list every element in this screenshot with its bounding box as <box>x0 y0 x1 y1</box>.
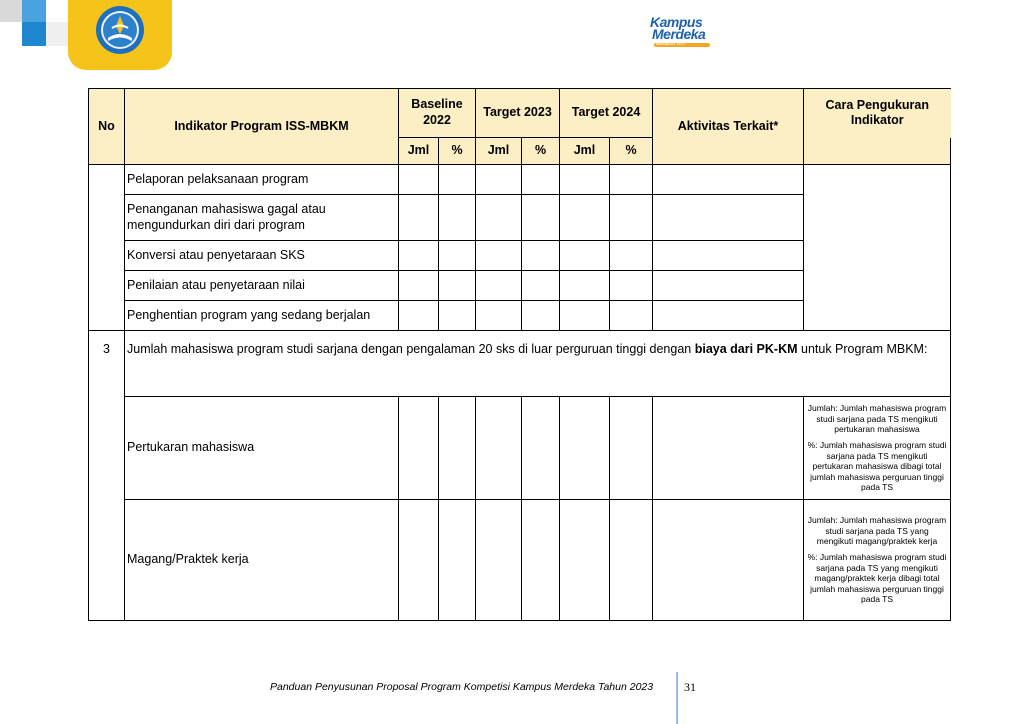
header-cara: Cara Pengukuran Indikator <box>804 89 951 138</box>
indicator-label: Penilaian atau penyetaraan nilai <box>125 271 399 301</box>
header-target-2024: Target 2024 <box>560 89 653 138</box>
footer-divider <box>676 672 678 724</box>
indicator-table <box>88 88 951 621</box>
header-jml: Jml <box>560 138 610 165</box>
page-number: 31 <box>684 680 696 694</box>
cara-pengukuran: Jumlah: Jumlah mahasiswa program studi sarjana pada TS yang mengikuti magang/praktek kerja %: Jumlah mahasiswa program studi sarjana pada TS yang mengikuti magang/praktek kerja dibagi total jumlah mahasiswa perguruan tinggi pada TS <box>804 500 951 621</box>
header-cara-blank <box>804 138 951 165</box>
main-indicator: Jumlah mahasiswa program studi sarjana dengan pengalaman 20 sks di luar perguruan tinggi dengan biaya dari PK-KM untuk Program MBKM: <box>125 331 951 397</box>
header-baseline: Baseline 2022 <box>399 89 476 138</box>
kampus-merdeka-logo <box>650 14 714 50</box>
cara-cell-empty <box>804 165 951 331</box>
header-pct: % <box>522 138 560 165</box>
no-cell-empty <box>89 165 125 331</box>
cara-pengukuran: Jumlah: Jumlah mahasiswa program studi sarjana pada TS mengikuti pertukaran mahasiswa %: Jumlah mahasiswa program studi sarjana pada TS mengikuti pertukaran mahasiswa dibagi total jumlah mahasiswa perguruan tinggi pada TS <box>804 397 951 500</box>
logo-line2: Merdeka <box>652 26 706 42</box>
indicator-label: Magang/Praktek kerja <box>125 500 399 621</box>
row-number: 3 <box>89 331 125 621</box>
table-row <box>89 397 951 500</box>
header-aktivitas: Aktivitas Terkait* <box>653 89 804 165</box>
header-pct: % <box>610 138 653 165</box>
indicator-label: Konversi atau penyetaraan SKS <box>125 241 399 271</box>
header-no: No <box>89 89 125 165</box>
header-indikator: Indikator Program ISS-MBKM <box>125 89 399 165</box>
footer-title: Panduan Penyusunan Proposal Program Kompetisi Kampus Merdeka Tahun 2023 <box>270 681 654 693</box>
logo-line1: Kampus <box>650 14 703 30</box>
indicator-label: Pertukaran mahasiswa <box>125 397 399 500</box>
decor-square-blue <box>22 0 46 22</box>
header-yellow-tab <box>68 0 172 70</box>
decor-square-light <box>46 22 68 46</box>
decor-square-blue-dark <box>22 22 46 46</box>
indicator-label: Penanganan mahasiswa gagal atau mengundurkan diri dari program <box>125 195 399 241</box>
header-target-2023: Target 2023 <box>476 89 560 138</box>
table-row <box>89 500 951 621</box>
tut-wuri-handayani-logo-icon <box>94 4 146 56</box>
table-row <box>89 165 951 195</box>
indicator-label: Pelaporan pelaksanaan program <box>125 165 399 195</box>
header-jml: Jml <box>399 138 439 165</box>
header-jml: Jml <box>476 138 522 165</box>
logo-sub: INDONESIA JAYA <box>656 42 686 46</box>
header-pct: % <box>439 138 476 165</box>
decor-square-gray <box>0 0 22 22</box>
indicator-label: Penghentian program yang sedang berjalan <box>125 301 399 331</box>
table-row-section-3 <box>89 331 951 397</box>
